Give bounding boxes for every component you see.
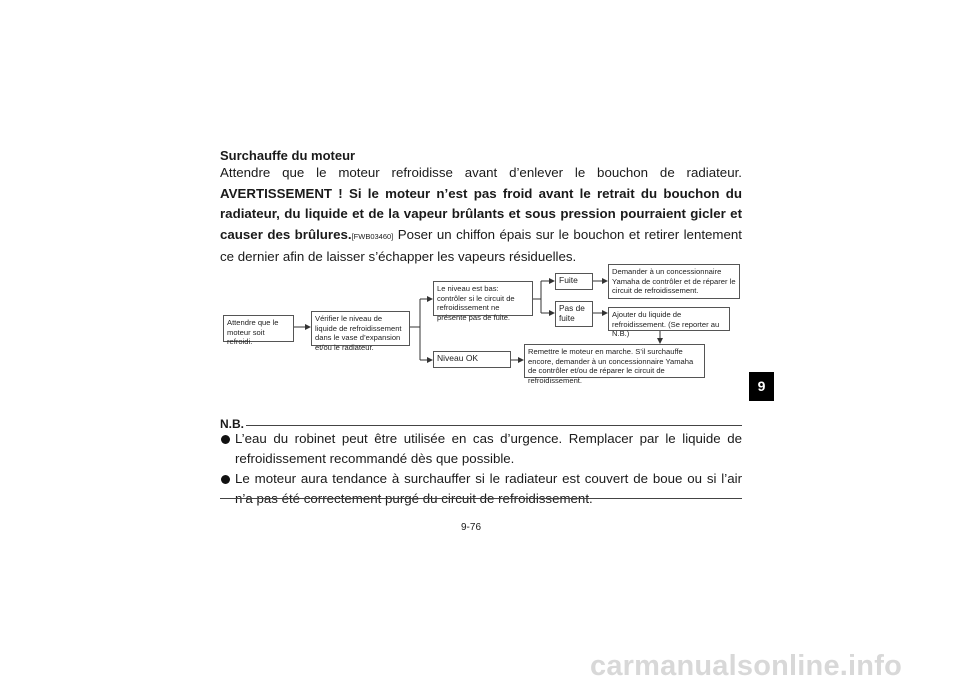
nb-item-text: Le moteur aura tendance à surchauffer si le radiateur est couvert de boue ou si l’air n’a pas été correctement purgé du circuit de refroidissement. <box>235 471 742 506</box>
closing-text: Poser un chiffon épais sur le bouchon et retirer lentement ce dernier afin de laisser s’échapper les vapeurs résiduelles. <box>220 226 742 264</box>
flow-box-check: Vérifier le niveau de liquide de refroidissement dans le vase d’expansion et/ou le radiateur. <box>311 311 410 346</box>
intro-text: Attendre que le moteur refroidisse avant d’enlever le bouchon de radiateur. <box>220 165 742 180</box>
flow-box-restart: Remettre le moteur en marche. S’il surchauffe encore, demander à un concessionnaire Yamaha de contrôler et/ou de réparer le circuit de refroidissement. <box>524 344 705 378</box>
flow-box-dealer-repair: Demander à un concessionnaire Yamaha de contrôler et de réparer le circuit de refroidissement. <box>608 264 740 299</box>
flow-box-level-ok: Niveau OK <box>433 351 511 368</box>
flow-box-low-level: Le niveau est bas: contrôler si le circuit de refroidissement ne présente pas de fuite. <box>433 281 533 316</box>
warning-label: AVERTISSEMENT ! <box>220 185 343 201</box>
flow-box-wait: Attendre que le moteur soit refroidi. <box>223 315 294 342</box>
bullet-icon <box>221 435 230 444</box>
section-heading: Surchauffe du moteur <box>220 148 356 163</box>
bullet-icon <box>221 475 230 484</box>
warning-code: [FWB03460] <box>351 231 394 241</box>
nb-title: N.B. <box>220 417 244 431</box>
nb-item <box>220 429 742 469</box>
flow-box-add-coolant: Ajouter du liquide de refroidissement. (Se reporter au N.B.) <box>608 307 730 331</box>
nb-rule-top <box>246 425 742 426</box>
page-number: 9-76 <box>461 522 482 533</box>
nb-item <box>220 469 742 509</box>
warning-text: Si le moteur n’est pas froid avant le retrait du bouchon du radiateur, du liquide et de la vapeur brûlants et sous pression pourraient gicler et causer des brûlures. <box>220 185 743 242</box>
flow-box-leak: Fuite <box>555 273 593 290</box>
nb-rule-bottom <box>220 498 742 499</box>
chapter-tab: 9 <box>749 372 774 401</box>
watermark[interactable]: carmanualsonline.info <box>590 650 902 682</box>
nb-item-text: L’eau du robinet peut être utilisée en cas d’urgence. Remplacer par le liquide de refroidissement recommandé dès que possible. <box>235 431 742 466</box>
flow-box-no-leak: Pas de fuite <box>555 301 593 327</box>
